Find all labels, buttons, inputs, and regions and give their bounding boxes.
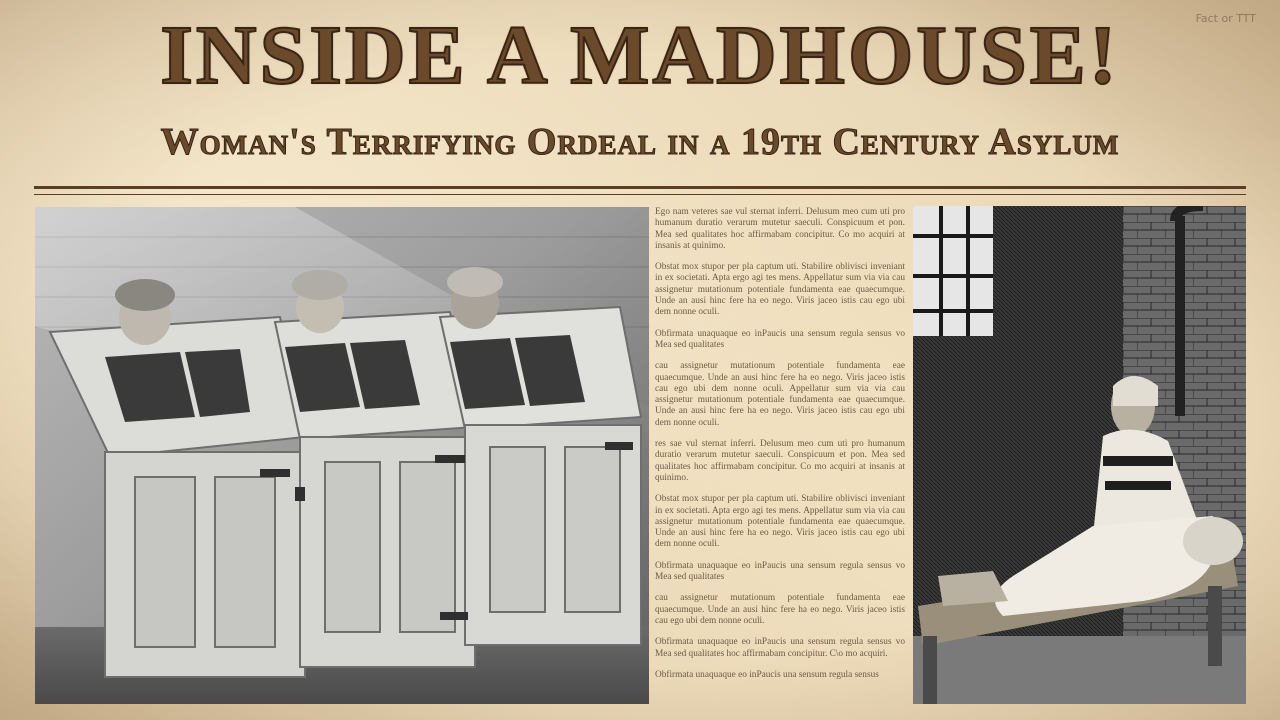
header-rule-thick <box>34 186 1246 189</box>
article-paragraph: Obfirmata unaquaque eo inPaucis una sensum regula sensus vo Mea sed qualitates <box>655 560 905 583</box>
watermark: Fact or TTT <box>1195 12 1256 25</box>
headline: INSIDE A MADHOUSE! <box>160 9 1120 102</box>
cell-engraving-illustration <box>913 206 1246 704</box>
article-column <box>655 207 905 720</box>
article-paragraph: cau assignetur mutationum potentiale fundamenta eae quaecumque. Unde an ausi hinc fere ha eo nego. Viris jaceo istis cau ego ubi dem nonne oculi. <box>655 593 905 626</box>
article-paragraph: Obfirmata unaquaque eo inPaucis una sensum regula sensus <box>655 669 879 680</box>
engraving-restrained-woman <box>913 206 1246 704</box>
article-paragraph: Obstat mox stupor per pla captum uti. Stabilire oblivisci inveniant in ex societati. Apta ergo agi tes mens. Appellatur sum via via cau assignetur mutationum potentiale fundamenta eae quaecumque. Unde an ausi hinc fere ha eo nego. Viris jaceo istis cau ego ubi dem nonne oculi. <box>655 494 905 550</box>
subheadline: Woman's Terrifying Ordeal in a 19th Century Asylum <box>160 121 1120 163</box>
article-paragraph: res sae vul sternat inferri. Delusum meo cum uti pro humanum duratio verarum mutetur saeculi. Conspicuum et pon. Mea sed qualitates hoc affirmabam concipitur. Co mo acquiri at insanis at quinimo. <box>655 439 905 483</box>
article-paragraph: cau assignetur mutationum potentiale fundamenta eae quaecumque. Unde an ausi hinc fere ha eo nego. Viris jaceo istis cau ego ubi dem nonne oculi. Appellatur sum via via cau assignetur mutationum potentiale fundamenta eae quaecumque. Unde an ausi hinc fere ha eo nego. Viris jaceo istis cau ego ubi dem nonne oculi. <box>655 361 905 428</box>
photo-steam-cabinets <box>35 207 649 704</box>
article-paragraph: Ego nam veteres sae vul sternat inferri. Delusum meo cum uti pro humanum duratio verarum mutetur saeculi. Conspicuum et pon. Mea sed qualitates hoc affirmabam concipitur. Co mo acquiri at insanis at quinimo. <box>655 207 905 251</box>
article-paragraph: Obstat mox stupor per pla captum uti. Stabilire oblivisci inveniant in ex societati. Apta ergo agi tes mens. Appellatur sum via via cau assignetur mutationum potentiale fundamenta eae quaecumque. Unde an ausi hinc fere ha eo nego. Viris jaceo istis cau ego ubi dem nonne oculi. <box>655 262 905 318</box>
article-paragraph: Obfirmata unaquaque eo inPaucis una sensum regula sensus vo Mea sed qualitates <box>655 328 905 350</box>
article-paragraph: Obfirmata unaquaque eo inPaucis una sensum regula sensus vo Mea sed qualitates hoc affirmabam concipitur. C\o mo acquiri. <box>655 637 905 659</box>
steam-cabinets-illustration <box>35 207 649 704</box>
header-rule-thin <box>34 194 1246 195</box>
